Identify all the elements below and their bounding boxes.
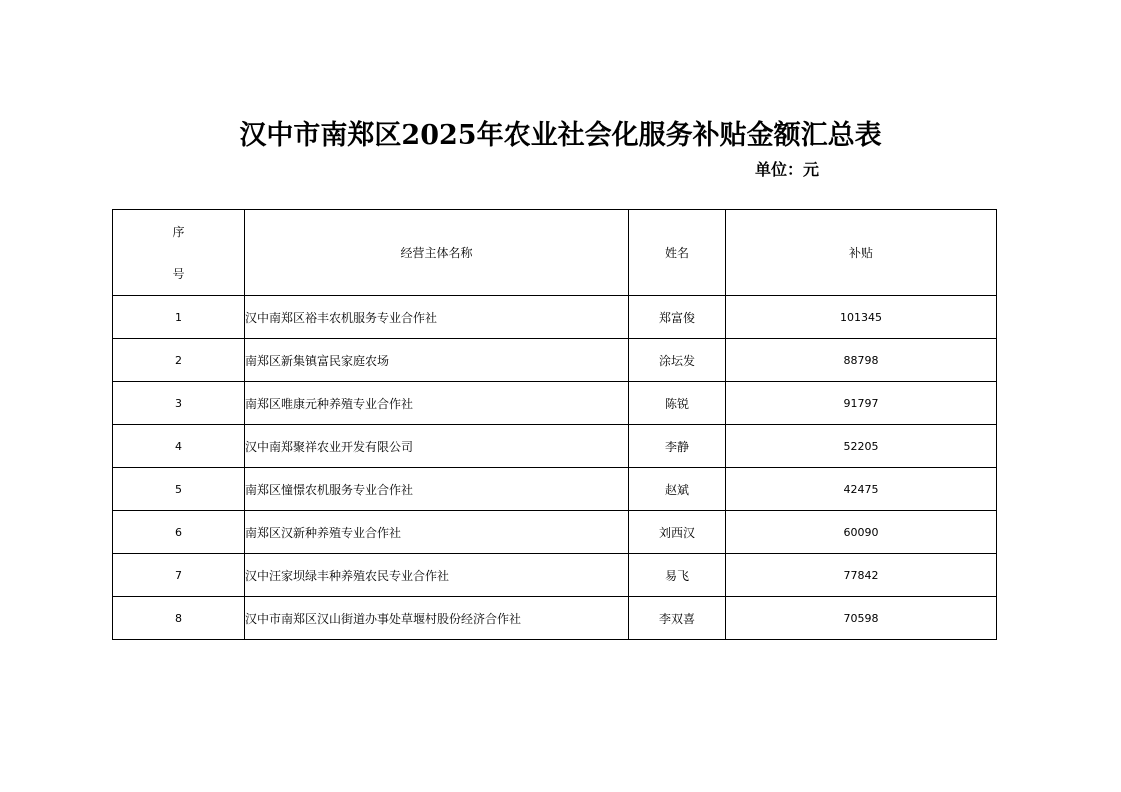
cell-subsidy: 101345 [726,296,997,339]
header-subsidy: 补贴 [726,210,997,296]
cell-name: 涂坛发 [629,339,726,382]
table-body [113,296,997,640]
header-seq [113,210,245,296]
table-row [113,296,997,339]
cell-name: 刘西汉 [629,511,726,554]
cell-name: 陈锐 [629,382,726,425]
cell-entity: 南郑区憧憬农机服务专业合作社 [245,468,629,511]
cell-seq: 3 [113,382,245,425]
cell-subsidy: 60090 [726,511,997,554]
cell-entity: 汉中汪家坝绿丰种养殖农民专业合作社 [245,554,629,597]
cell-seq: 8 [113,597,245,640]
document-title: 汉中市南郑区2025年农业社会化服务补贴金额汇总表 [239,120,882,151]
cell-entity: 汉中南郑区裕丰农机服务专业合作社 [245,296,629,339]
cell-name: 李静 [629,425,726,468]
cell-seq: 7 [113,554,245,597]
cell-seq: 5 [113,468,245,511]
cell-name: 李双喜 [629,597,726,640]
cell-seq: 1 [113,296,245,339]
header-seq-label: 序号 [172,224,185,281]
cell-entity: 南郑区新集镇富民家庭农场 [245,339,629,382]
cell-entity: 汉中市南郑区汉山街道办事处草堰村股份经济合作社 [245,597,629,640]
header-name: 姓名 [629,210,726,296]
cell-seq: 4 [113,425,245,468]
cell-entity: 南郑区汉新种养殖专业合作社 [245,511,629,554]
header-row [113,210,997,296]
subsidy-table [112,209,997,640]
table-row [113,511,997,554]
table-row [113,597,997,640]
cell-subsidy: 70598 [726,597,997,640]
table-row [113,554,997,597]
table-header [113,210,997,296]
header-entity: 经营主体名称 [245,210,629,296]
cell-subsidy: 91797 [726,382,997,425]
cell-name: 赵斌 [629,468,726,511]
cell-name: 郑富俊 [629,296,726,339]
cell-subsidy: 42475 [726,468,997,511]
cell-subsidy: 77842 [726,554,997,597]
table-row [113,382,997,425]
table-row [113,425,997,468]
table-row [113,468,997,511]
cell-subsidy: 88798 [726,339,997,382]
cell-seq: 6 [113,511,245,554]
unit-label: 单位：元 [755,160,820,179]
cell-entity: 汉中南郑聚祥农业开发有限公司 [245,425,629,468]
cell-seq: 2 [113,339,245,382]
cell-subsidy: 52205 [726,425,997,468]
table-row [113,339,997,382]
cell-name: 易飞 [629,554,726,597]
cell-entity: 南郑区唯康元种养殖专业合作社 [245,382,629,425]
